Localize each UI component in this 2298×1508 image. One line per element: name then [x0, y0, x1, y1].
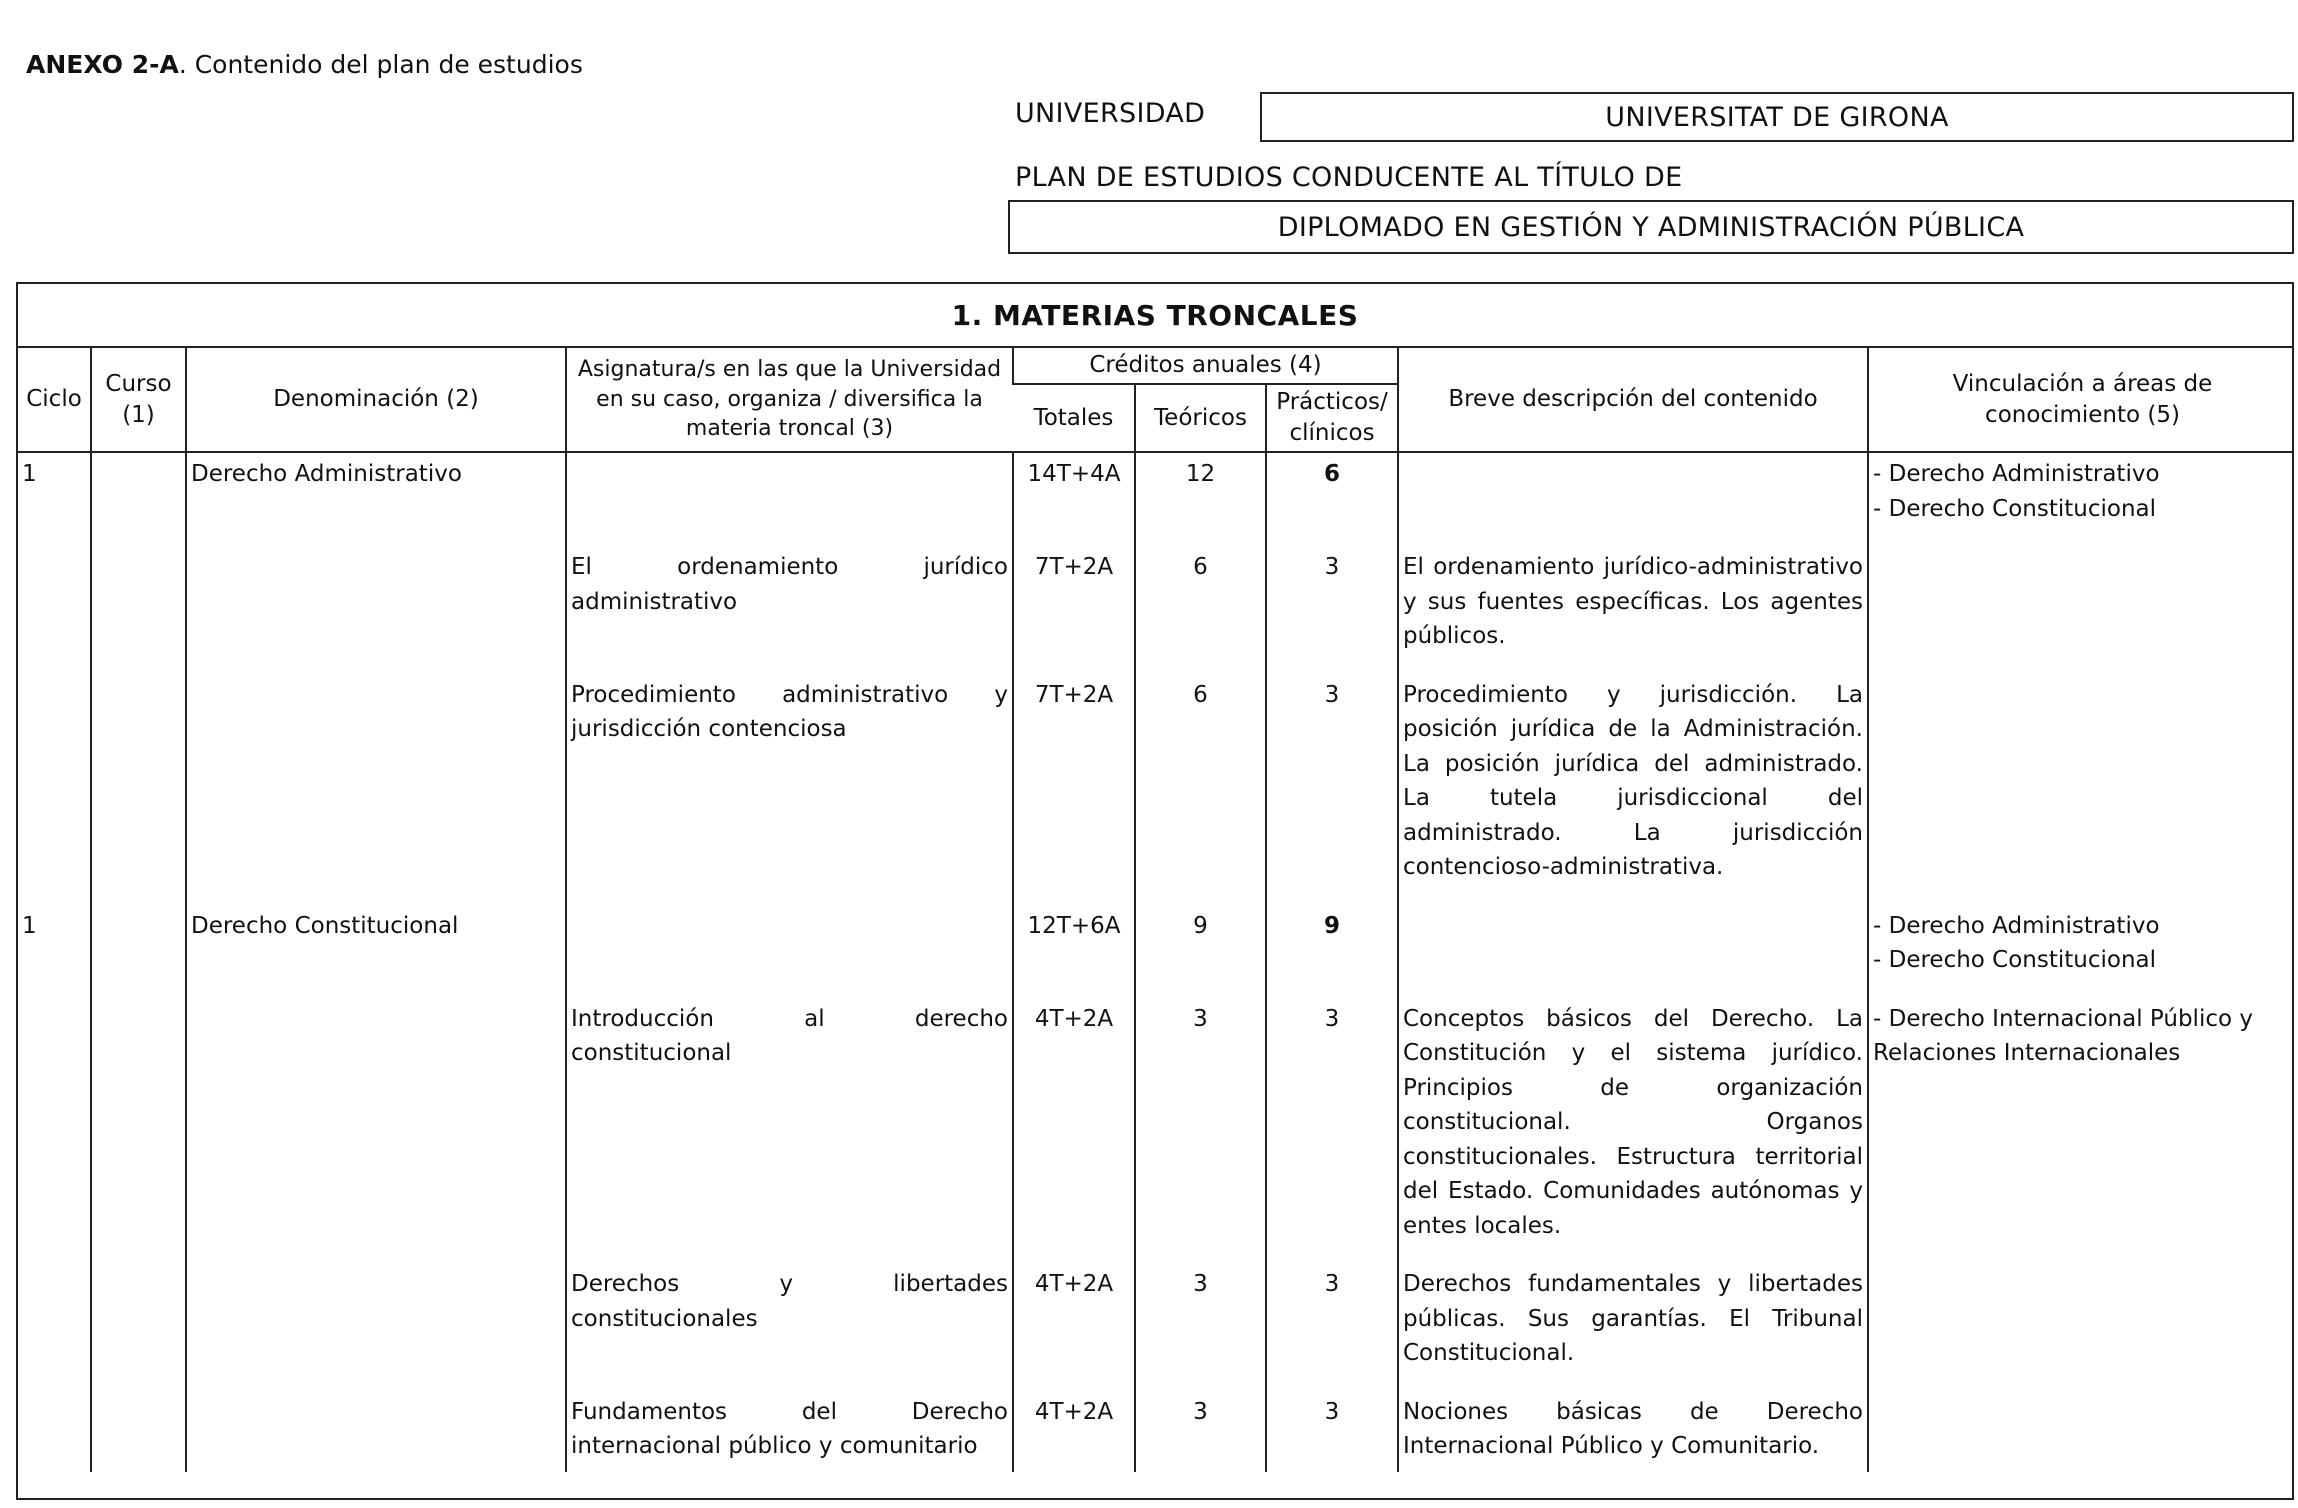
header-curso: Curso (1) [91, 348, 186, 452]
cell-asignatura: Derechos y libertades constitucionales [566, 1263, 1013, 1391]
area-item: - Derecho Constitucional [1873, 947, 2157, 974]
annex-heading [26, 50, 583, 79]
university-label: UNIVERSIDAD [1015, 98, 1206, 129]
cell-totales: 4T+2A [1013, 1263, 1135, 1391]
cell-ciclo: 1 [22, 912, 37, 939]
cell-teoricos: 3 [1135, 998, 1266, 1264]
cell-ciclo [18, 998, 91, 1264]
cell-areas [1868, 674, 2294, 905]
table-row [18, 1263, 2294, 1391]
cell-ciclo [18, 546, 91, 674]
cell-areas [1868, 452, 2294, 546]
cell-practicos: 3 [1266, 998, 1398, 1264]
cell-asignatura: Procedimiento administrativo y jurisdicción contenciosa [566, 674, 1013, 905]
cell-practicos: 6 [1266, 452, 1398, 546]
cell-descripcion: Conceptos básicos del Derecho. La Constitución y el sistema jurídico. Principios de organización constitucional. Organos constitucionales. Estructura territorial del Estado. Comunidades autónomas y entes locales. [1398, 998, 1868, 1264]
cell-areas [1868, 905, 2294, 998]
cell-practicos: 9 [1266, 905, 1398, 998]
header-ciclo: Ciclo [18, 348, 91, 452]
cell-teoricos: 3 [1135, 1263, 1266, 1391]
cell-areas [1868, 998, 2294, 1264]
cell-areas [1868, 1391, 2294, 1472]
cell-descripcion: El ordenamiento jurídico-administrativo y sus fuentes específicas. Los agentes públicos. [1398, 546, 1868, 674]
cell-asignatura: Introducción al derecho constitucional [566, 998, 1013, 1264]
section-title: 1. MATERIAS TRONCALES [18, 284, 2292, 348]
header-descripcion: Breve descripción del contenido [1398, 348, 1868, 452]
header-asignaturas: Asignatura/s en las que la Universidad en su caso, organiza / diversifica la materia troncal (3) [566, 348, 1013, 452]
cell-practicos: 3 [1266, 1391, 1398, 1472]
table-row [18, 546, 2294, 674]
cell-curso [91, 674, 186, 905]
header-denominacion: Denominación (2) [186, 348, 566, 452]
cell-teoricos: 9 [1135, 905, 1266, 998]
cell-descripcion: Derechos fundamentales y libertades públicas. Sus garantías. El Tribunal Constitucional. [1398, 1263, 1868, 1391]
cell-totales: 7T+2A [1013, 546, 1135, 674]
cell-denominacion [186, 546, 566, 674]
cell-denominacion [186, 998, 566, 1264]
area-item: - Derecho Administrativo [1873, 912, 2160, 939]
header-totales: Totales [1013, 384, 1135, 452]
cell-descripcion [1398, 905, 1868, 998]
cell-descripcion: Nociones básicas de Derecho Internacional Público y Comunitario. [1398, 1391, 1868, 1472]
cell-asignatura [566, 452, 1013, 546]
cell-totales: 14T+4A [1013, 452, 1135, 546]
cell-curso [91, 546, 186, 674]
cell-denominacion [186, 1263, 566, 1391]
cell-practicos: 3 [1266, 674, 1398, 905]
annex-text: . Contenido del plan de estudios [178, 50, 583, 79]
degree-title-box [1008, 200, 2294, 254]
cell-curso [91, 998, 186, 1264]
cell-teoricos: 6 [1135, 546, 1266, 674]
cell-totales: 7T+2A [1013, 674, 1135, 905]
cell-curso [91, 1391, 186, 1472]
table-row [18, 905, 2294, 998]
cell-teoricos: 12 [1135, 452, 1266, 546]
cell-asignatura: El ordenamiento jurídico administrativo [566, 546, 1013, 674]
subjects-table-frame [16, 282, 2294, 1500]
cell-descripcion: Procedimiento y jurisdicción. La posición jurídica de la Administración. La posición jurídica del administrado. La tutela jurisdiccional del administrado. La jurisdicción contencioso-administrativa. [1398, 674, 1868, 905]
cell-practicos: 3 [1266, 1263, 1398, 1391]
cell-descripcion [1398, 452, 1868, 546]
cell-asignatura: Fundamentos del Derecho internacional público y comunitario [566, 1391, 1013, 1472]
cell-ciclo [18, 674, 91, 905]
header-creditos: Créditos anuales (4) [1013, 348, 1398, 384]
table-row [18, 674, 2294, 905]
cell-asignatura [566, 905, 1013, 998]
cell-denominacion [186, 1391, 566, 1472]
cell-totales: 12T+6A [1013, 905, 1135, 998]
area-item: - Derecho Administrativo [1873, 461, 2160, 488]
cell-denominacion: Derecho Constitucional [186, 905, 566, 998]
cell-ciclo: 1 [22, 461, 37, 488]
degree-title: DIPLOMADO EN GESTIÓN Y ADMINISTRACIÓN PÚBLICA [1277, 211, 2025, 243]
cell-denominacion [186, 674, 566, 905]
header-teoricos: Teóricos [1135, 384, 1266, 452]
header-vinculacion: Vinculación a áreas de conocimiento (5) [1868, 348, 2294, 452]
annex-prefix: ANEXO 2-A [26, 50, 179, 79]
cell-curso [91, 1263, 186, 1391]
table-row [18, 1391, 2294, 1472]
cell-areas [1868, 546, 2294, 674]
header-practicos: Prácticos/ clínicos [1266, 384, 1398, 452]
cell-ciclo [18, 1391, 91, 1472]
cell-practicos: 3 [1266, 546, 1398, 674]
university-value-box [1260, 92, 2294, 142]
cell-curso [91, 452, 186, 546]
cell-ciclo [18, 1263, 91, 1391]
cell-teoricos: 6 [1135, 674, 1266, 905]
table-row [18, 452, 2294, 546]
cell-totales: 4T+2A [1013, 998, 1135, 1264]
table-row [18, 998, 2294, 1264]
cell-totales: 4T+2A [1013, 1391, 1135, 1472]
table-body [18, 452, 2294, 1472]
cell-teoricos: 3 [1135, 1391, 1266, 1472]
cell-curso [91, 905, 186, 998]
subjects-table [18, 348, 2294, 1472]
university-value: UNIVERSITAT DE GIRONA [1605, 101, 1949, 133]
plan-label: PLAN DE ESTUDIOS CONDUCENTE AL TÍTULO DE [1015, 162, 1683, 193]
cell-denominacion: Derecho Administrativo [186, 452, 566, 546]
area-item: - Derecho Constitucional [1873, 495, 2157, 522]
area-item: - Derecho Internacional Público y Relaciones Internacionales [1873, 1005, 2253, 1067]
cell-areas [1868, 1263, 2294, 1391]
